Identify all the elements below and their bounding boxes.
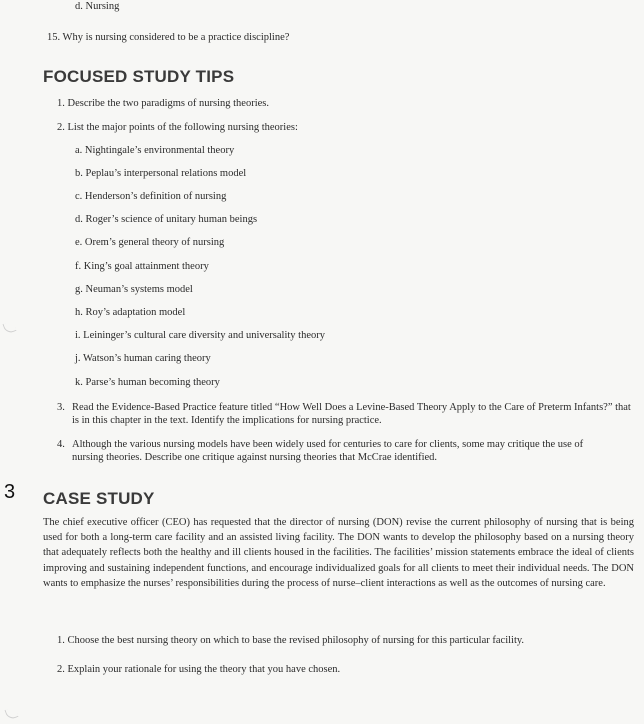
tip-item-2: 2. List the major points of the following nursing theories: (57, 122, 298, 133)
theory-item: a. Nightingale’s environmental theory (75, 145, 235, 156)
tip-item-4-number: 4. (57, 439, 65, 450)
case-question-2: 2. Explain your rationale for using the theory that you have chosen. (57, 664, 341, 675)
focused-study-tips-heading: FOCUSED STUDY TIPS (43, 67, 235, 86)
tip-item-4: Although the various nursing models have been widely used for centuries to care for clients, some may critique the use of nursing theories. Describe one critique against nursing theories that McCrae identified. (72, 439, 584, 463)
case-question-1: 1. Choose the best nursing theory on which to base the revised philosophy of nursing for this particular facility. (57, 635, 525, 646)
theory-item: c. Henderson’s definition of nursing (75, 191, 227, 202)
case-study-heading: CASE STUDY (43, 489, 155, 508)
question-15: 15. Why is nursing considered to be a practice discipline? (47, 32, 290, 43)
tip-item-1: 1. Describe the two paradigms of nursing theories. (57, 98, 269, 109)
theory-item: f. King’s goal attainment theory (75, 261, 209, 272)
theory-item: j. Watson’s human caring theory (75, 353, 211, 364)
theory-item: e. Orem’s general theory of nursing (75, 237, 225, 248)
tip-item-3-number: 3. (57, 402, 65, 413)
tip-item-3: Read the Evidence-Based Practice feature titled “How Well Does a Levine-Based Theory Apply to the Care of Preterm Infants?” that is in this chapter in the text. Identify the implications for nursing practice. (72, 402, 631, 426)
margin-mark (4, 706, 18, 720)
theory-item: k. Parse’s human becoming theory (75, 377, 220, 388)
list-item-nursing: d. Nursing (75, 1, 120, 12)
theory-item: h. Roy’s adaptation model (75, 307, 186, 318)
theory-item: d. Roger’s science of unitary human beings (75, 214, 258, 225)
section-marker: 3 (4, 481, 16, 503)
theory-item: g. Neuman’s systems model (75, 284, 193, 295)
margin-mark (2, 320, 16, 334)
theory-item: b. Peplau’s interpersonal relations model (75, 168, 247, 179)
case-study-paragraph: The chief executive officer (CEO) has requested that the director of nursing (DON) revise the current philosophy of nursing that is being used for both a long-term care facility and an assisted living facility. The DON wants to develop the philosophy based on a nursing theory that adequately reflects both the healthy and ill clients housed in the facilities. The facilities’ mission statements embrace the ideal of clients improving and sustaining independent functions, and encourage individualized goals for all clients to meet their individual needs. The DON wants to emphasize the nurses’ responsibilities during the process of nurse–client interactions as well as the outcomes of nursing care. (43, 517, 634, 589)
theory-item: i. Leininger’s cultural care diversity and universality theory (75, 330, 325, 341)
